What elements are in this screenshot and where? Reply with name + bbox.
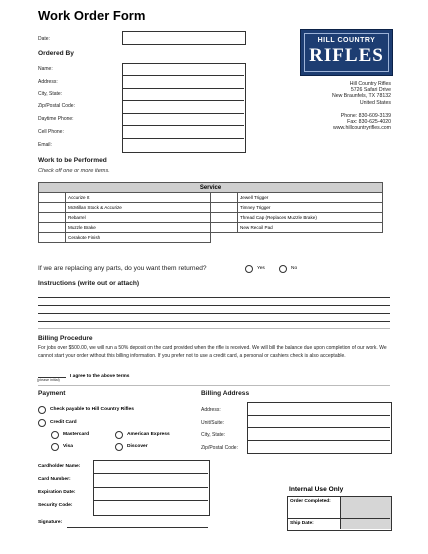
- date-label: Date:: [38, 36, 50, 42]
- amex-label: American Express: [127, 432, 170, 437]
- service-thread-cap: Thread Cap (Replaces Muzzle Brake): [238, 213, 383, 223]
- parts-yes-radio[interactable]: [245, 265, 253, 273]
- ordered-by-heading: Ordered By: [38, 50, 74, 57]
- billing-procedure-heading: Billing Procedure: [38, 335, 93, 342]
- check-radio[interactable]: [38, 406, 46, 414]
- credit-card-label: Credit Card: [50, 420, 77, 425]
- visa-label: Visa: [63, 444, 73, 449]
- mastercard-label: Mastercard: [63, 432, 90, 437]
- signature-label: Signature:: [38, 520, 63, 525]
- instructions-line[interactable]: [38, 313, 390, 314]
- service-jewell: Jewell Trigger: [238, 193, 383, 203]
- checkbox-jewell[interactable]: [211, 193, 238, 203]
- billing-unit-label: Unit/Suite:: [201, 420, 225, 426]
- checkbox-timney[interactable]: [211, 203, 238, 213]
- checkbox-recoil-pad[interactable]: [211, 223, 238, 233]
- email-label: Email:: [38, 142, 52, 148]
- billing-address-heading: Billing Address: [201, 390, 250, 397]
- service-recoil-pad: New Recoil Pad: [238, 223, 383, 233]
- security-code-label: Security Code:: [38, 503, 73, 508]
- company-logo: [300, 29, 393, 76]
- logo-text-main: RIFLES: [309, 45, 384, 66]
- checkbox-mcmillan[interactable]: [39, 203, 66, 213]
- parts-no-label: No: [291, 266, 298, 271]
- section-divider: [38, 385, 390, 386]
- parts-question: If we are replacing any parts, do you want them returned?: [38, 265, 207, 272]
- parts-no-radio[interactable]: [279, 265, 287, 273]
- agree-terms-label: I agree to the above terms: [70, 374, 130, 379]
- service-mcmillan: McMillan Stock & Accurize: [66, 203, 211, 213]
- company-address: Hill Country Rifles 5726 Safari Drive New Braunfels, TX 78132 United States: [331, 81, 391, 106]
- date-field[interactable]: [122, 31, 246, 45]
- form-title: Work Order Form: [38, 8, 146, 23]
- expiration-label: Expiration Date:: [38, 490, 76, 495]
- billing-address-box: [247, 402, 392, 454]
- work-heading: Work to be Performed: [38, 157, 107, 164]
- cell-phone-label: Cell Phone:: [38, 129, 64, 135]
- instructions-line[interactable]: [38, 305, 390, 306]
- instructions-line[interactable]: [38, 297, 390, 298]
- signature-line[interactable]: [67, 527, 208, 528]
- service-muzzle-brake: Muzzle Brake: [66, 223, 211, 233]
- address-label: Address:: [38, 79, 58, 85]
- daytime-phone-label: Daytime Phone:: [38, 116, 74, 122]
- card-number-label: Card Number:: [38, 477, 71, 482]
- name-label: Name:: [38, 66, 53, 72]
- ship-date-label: Ship Date:: [290, 521, 314, 526]
- checkbox-cerakote[interactable]: [39, 233, 66, 243]
- ordered-by-box: [122, 63, 246, 153]
- initial-label: (please initial): [37, 378, 60, 382]
- billing-address-label: Address:: [201, 407, 221, 413]
- section-divider: [38, 328, 390, 329]
- billing-city-label: City, State:: [201, 432, 226, 438]
- service-accurize: Accurize It: [66, 193, 211, 203]
- zip-label: Zip/Postal Code:: [38, 103, 75, 109]
- checkbox-rebarrel[interactable]: [39, 213, 66, 223]
- card-info-box: [93, 460, 210, 516]
- instructions-line[interactable]: [38, 321, 390, 322]
- service-rebarrel: Rebarrel: [66, 213, 211, 223]
- parts-yes-label: Yes: [257, 266, 265, 271]
- discover-label: Discover: [127, 444, 148, 449]
- cardholder-label: Cardholder Name:: [38, 464, 81, 469]
- internal-use-heading: Internal Use Only: [289, 486, 344, 493]
- mastercard-radio[interactable]: [51, 431, 59, 439]
- billing-zip-label: Zip/Postal Code:: [201, 445, 238, 451]
- checkbox-muzzle-brake[interactable]: [39, 223, 66, 233]
- order-completed-label: Order Completed:: [290, 499, 331, 504]
- check-label: Check payable to Hill Country Rifles: [50, 407, 134, 412]
- internal-use-shaded: [340, 497, 391, 529]
- logo-text-top: HILL COUNTRY: [317, 37, 376, 44]
- service-table: [38, 182, 383, 243]
- checkbox-thread-cap[interactable]: [211, 213, 238, 223]
- billing-procedure-text: For jobs over $500.00, we will run a 50% deposit on the card provided when the rifle is received. We will bill the balance due upon completion of our work. We cannot start your order without this billing information. If you prefer not to use a credit card, a personal or cashiers check is also acceptable.: [38, 345, 387, 359]
- service-header: Service: [39, 183, 383, 193]
- visa-radio[interactable]: [51, 443, 59, 451]
- city-state-label: City, State:: [38, 91, 63, 97]
- work-subheading: Check off one or more items.: [38, 168, 110, 174]
- credit-card-radio[interactable]: [38, 419, 46, 427]
- service-timney: Timney Trigger: [238, 203, 383, 213]
- amex-radio[interactable]: [115, 431, 123, 439]
- company-contact: Phone: 830-609-3139 Fax: 830-625-4020 www.hillcountryrifles.com: [333, 113, 391, 132]
- payment-heading: Payment: [38, 390, 66, 397]
- checkbox-accurize[interactable]: [39, 193, 66, 203]
- service-cerakote: Cerakote Finish: [66, 233, 211, 243]
- instructions-heading: Instructions (write out or attach): [38, 280, 140, 287]
- discover-radio[interactable]: [115, 443, 123, 451]
